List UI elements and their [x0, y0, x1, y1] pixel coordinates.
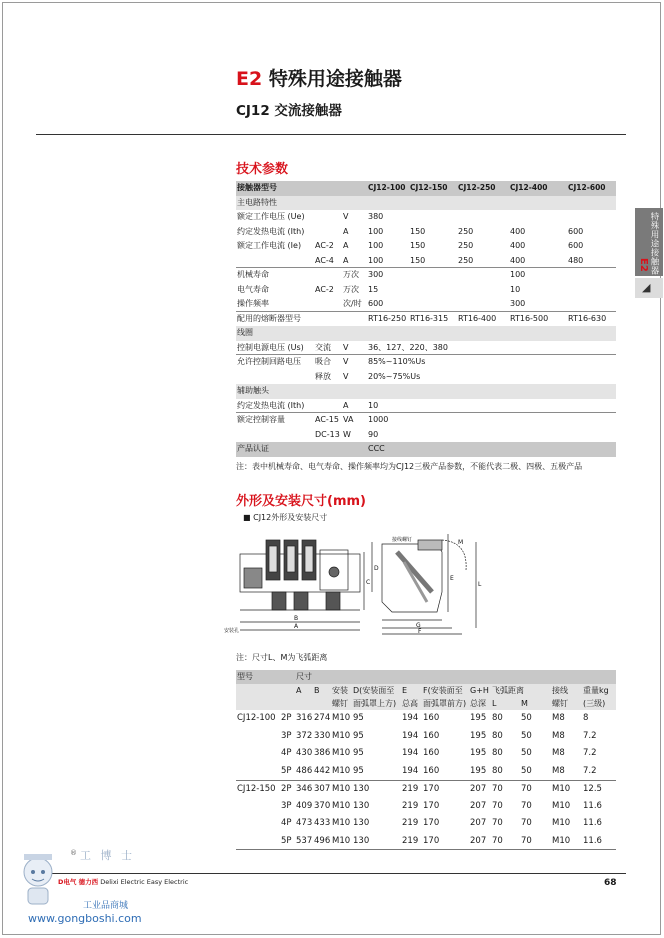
- dim-row: [236, 710, 616, 728]
- side-tab-label: 特殊用途接触器: [649, 212, 659, 275]
- dim-label-a: A: [294, 623, 299, 630]
- spec-section-title: 技术参数: [236, 162, 289, 177]
- dim-cell: 95: [353, 713, 364, 723]
- bookmark-icon: ◢: [642, 281, 651, 294]
- spec-note: 注：表中机械寿命、电气寿命、操作频率均为CJ12三极产品参数，不能代表二极、四极、五极产品: [236, 462, 583, 471]
- dimension-note: 注：尺寸L、M为飞弧距离: [236, 653, 328, 662]
- dim-cell: 496: [314, 835, 331, 846]
- spec-header-model: CJ12-100: [368, 183, 406, 192]
- dim-cell: 飞弧距离: [492, 686, 524, 695]
- spec-cell: 150: [410, 255, 426, 265]
- label-wiring-screw: 接线螺钉: [392, 537, 413, 543]
- dim-cell: 207: [470, 784, 487, 794]
- dim-cell: 372: [296, 730, 313, 741]
- dim-header-row-2: [236, 684, 616, 697]
- dim-cell: 473: [296, 818, 313, 828]
- dim-cell: 130: [353, 800, 370, 811]
- dim-cell: M8: [552, 765, 565, 776]
- dim-cell: 486: [296, 765, 313, 776]
- dim-cell: 219: [402, 784, 419, 794]
- dim-cell: 面弧罩上方): [353, 699, 397, 708]
- spec-cell: 万次: [343, 284, 359, 294]
- spec-row: [236, 413, 616, 428]
- dim-cell: D(安装面至: [353, 686, 395, 695]
- side-tab-series: E2: [638, 258, 649, 272]
- dim-cell: 219: [402, 835, 419, 846]
- dim-cell: 160: [423, 713, 440, 723]
- dim-label-d: D: [374, 565, 379, 572]
- dim-cell: 170: [423, 800, 440, 811]
- dim-cell: 50: [521, 730, 532, 741]
- dim-cell: 130: [353, 835, 370, 846]
- dim-row: [236, 815, 616, 833]
- dim-cell: 170: [423, 835, 440, 846]
- dim-cell: 面弧罩前方): [423, 699, 467, 708]
- dim-cell: 12.5: [583, 784, 602, 794]
- spec-cell: 600: [568, 241, 584, 250]
- dim-cell: 346: [296, 784, 313, 794]
- dim-cell: 195: [470, 748, 487, 758]
- spec-header-model: CJ12-600: [568, 183, 606, 192]
- dim-cell: 70: [492, 784, 503, 794]
- spec-row: [236, 428, 616, 443]
- dim-cell: 160: [423, 765, 440, 776]
- dim-cell: 2P: [281, 713, 292, 723]
- spec-cell: A: [343, 400, 349, 410]
- spec-cell: 400: [510, 226, 526, 236]
- dim-cell: 160: [423, 748, 440, 758]
- spec-cell: 100: [368, 241, 384, 250]
- dim-cell: M10: [332, 765, 351, 776]
- dimension-section-title: 外形及安装尺寸(mm): [236, 494, 366, 509]
- dim-cell: 274: [314, 713, 331, 723]
- side-tab-bookmark[interactable]: [635, 278, 663, 298]
- dim-cell: 207: [470, 835, 487, 846]
- dim-label-g: G: [416, 622, 421, 629]
- spec-header-model: CJ12-400: [510, 183, 548, 192]
- spec-cell: 主电路特性: [237, 197, 277, 207]
- brand-footer: D电气 德力西 Delixi Electric Easy Electric: [58, 878, 189, 886]
- spec-cell: A: [343, 241, 349, 250]
- dim-cell: M8: [552, 730, 565, 741]
- spec-cell: 100: [368, 255, 384, 265]
- dim-cell: 80: [492, 748, 503, 758]
- dim-cell: 总深: [470, 699, 486, 708]
- spec-cell: 300: [510, 299, 526, 308]
- dim-cell: M10: [552, 835, 571, 846]
- page-number: 68: [604, 878, 617, 888]
- spec-cell: 10: [368, 400, 379, 410]
- dim-cell: M10: [332, 800, 351, 811]
- spec-cell: 约定发热电流 (Ith): [237, 400, 305, 410]
- spec-cell: 250: [458, 226, 474, 236]
- dim-cell: 11.6: [583, 818, 602, 828]
- spec-row: [236, 312, 616, 327]
- dim-cell: 7.2: [583, 765, 597, 776]
- spec-header-row: [236, 181, 616, 196]
- spec-row: [236, 210, 616, 225]
- footer-divider: [36, 873, 626, 874]
- spec-cell: AC-15: [315, 415, 339, 424]
- dim-cell: 3P: [281, 800, 292, 811]
- dim-cell: 330: [314, 730, 331, 741]
- watermark-mall: 工业品商城: [83, 901, 129, 911]
- dim-cell: M10: [552, 784, 571, 794]
- dim-cell: 537: [296, 835, 313, 846]
- dim-cell: 螺钉: [332, 699, 348, 708]
- spec-cell: AC-4: [315, 255, 334, 265]
- dim-cell: 50: [521, 713, 532, 723]
- spec-row: [236, 341, 616, 356]
- spec-cell: 1000: [368, 415, 389, 424]
- dim-cell: 430: [296, 748, 313, 758]
- dim-cell: A: [296, 686, 302, 695]
- dim-cell: 50: [521, 765, 532, 776]
- dim-cell: 307: [314, 784, 331, 794]
- dim-cell: 194: [402, 730, 419, 741]
- dim-cell: 370: [314, 800, 331, 811]
- spec-row: [236, 297, 616, 312]
- dim-cell: 11.6: [583, 800, 602, 811]
- spec-cell: 辅助触头: [237, 386, 269, 395]
- spec-cell: V: [343, 212, 349, 221]
- watermark-logo-text: 工 博 士: [80, 849, 135, 862]
- dim-cell: 7.2: [583, 730, 597, 741]
- dim-cell: M10: [332, 748, 351, 758]
- spec-cell: V: [343, 342, 349, 352]
- dim-cell: E: [402, 686, 408, 695]
- label-install-hole: 安装孔: [224, 628, 240, 634]
- spec-cell: VA: [343, 415, 354, 424]
- dim-cell: 70: [492, 800, 503, 811]
- dim-cell: 442: [314, 765, 331, 776]
- dim-cell: 195: [470, 765, 487, 776]
- dim-cell: 70: [492, 818, 503, 828]
- dim-cell: 重量kg: [583, 686, 609, 695]
- dim-cell: 219: [402, 800, 419, 811]
- dim-cell: 195: [470, 713, 487, 723]
- dim-cell: 尺寸: [296, 672, 312, 681]
- dim-cell: M10: [332, 730, 351, 741]
- spec-cell: RT16-315: [410, 313, 449, 323]
- dim-cell: 170: [423, 818, 440, 828]
- page-title: E2 特殊用途接触器: [236, 68, 402, 90]
- dim-row: [236, 780, 616, 798]
- spec-cell: 约定发热电流 (Ith): [237, 226, 305, 236]
- dim-cell: 95: [353, 730, 364, 741]
- dim-cell: (三级): [583, 699, 606, 708]
- spec-cell: 额定工作电压 (Ue): [237, 212, 305, 221]
- dim-cell: 80: [492, 730, 503, 741]
- dim-row: [236, 745, 616, 763]
- dim-cell: 7.2: [583, 748, 597, 758]
- spec-cell: 100: [368, 226, 384, 236]
- spec-cell: 配用的熔断器型号: [237, 313, 301, 323]
- dim-cell: CJ12-100: [237, 713, 276, 723]
- outline-drawing: [224, 522, 484, 644]
- spec-cell: 吸合: [315, 357, 331, 366]
- spec-header-model: CJ12-250: [458, 183, 496, 192]
- spec-cell: 控制电源电压 (Us): [237, 342, 304, 352]
- dim-cell: 11.6: [583, 835, 602, 846]
- dim-cell: 2P: [281, 784, 292, 794]
- spec-cell: 85%~110%Us: [368, 357, 426, 366]
- spec-cell: 250: [458, 255, 474, 265]
- dim-cell: 95: [353, 748, 364, 758]
- spec-cell: 交流: [315, 342, 331, 352]
- dim-cell: M: [521, 699, 528, 708]
- spec-cell: 300: [368, 270, 384, 279]
- spec-table: [236, 181, 616, 457]
- spec-cell: 额定工作电流 (Ie): [237, 241, 302, 250]
- dim-cell: 50: [521, 748, 532, 758]
- spec-section-row: [236, 384, 616, 399]
- spec-cell: V: [343, 371, 349, 381]
- dim-cell: 386: [314, 748, 331, 758]
- figure-caption: ■ CJ12外形及安装尺寸: [243, 513, 328, 522]
- dim-label-m: M: [458, 539, 464, 546]
- dim-row: [236, 728, 616, 746]
- dim-cell: 70: [521, 784, 532, 794]
- dim-cell: 207: [470, 800, 487, 811]
- dim-cell: G+H: [470, 686, 489, 695]
- spec-cell: 400: [510, 255, 526, 265]
- spec-cell: 150: [410, 226, 426, 236]
- dim-row: [236, 763, 616, 781]
- dim-cell: 安装: [332, 686, 348, 695]
- spec-cell: RT16-630: [568, 313, 607, 323]
- dim-cell: 433: [314, 818, 331, 828]
- spec-cell: 480: [568, 255, 584, 265]
- dim-cell: 80: [492, 765, 503, 776]
- dim-cell: 总高: [402, 699, 418, 708]
- spec-row: [236, 442, 616, 457]
- spec-cell: CCC: [368, 444, 385, 453]
- dim-cell: CJ12-150: [237, 784, 276, 794]
- dim-cell: 219: [402, 818, 419, 828]
- watermark-registered: ®: [70, 849, 77, 857]
- dim-cell: B: [314, 686, 320, 695]
- dim-cell: 130: [353, 818, 370, 828]
- dim-row: [236, 798, 616, 816]
- dim-cell: M10: [552, 800, 571, 811]
- dim-cell: M10: [332, 835, 351, 846]
- dim-cell: M10: [552, 818, 571, 828]
- spec-cell: DC-13: [315, 429, 340, 439]
- dim-cell: 195: [470, 730, 487, 741]
- dim-cell: 160: [423, 730, 440, 741]
- dim-cell: 170: [423, 784, 440, 794]
- spec-cell: 100: [510, 270, 526, 279]
- spec-cell: 600: [368, 299, 384, 308]
- spec-header-model: CJ12-150: [410, 183, 448, 192]
- page-subtitle: CJ12 交流接触器: [236, 103, 342, 119]
- dim-header-row-1: [236, 670, 616, 684]
- dim-cell: 5P: [281, 765, 292, 776]
- dim-label-f: F: [418, 628, 422, 635]
- spec-row: [236, 370, 616, 385]
- dim-cell: 4P: [281, 748, 292, 758]
- spec-cell: 150: [410, 241, 426, 250]
- dim-cell: F(安装面至: [423, 686, 463, 695]
- dim-cell: M10: [332, 713, 351, 723]
- spec-cell: 10: [510, 284, 521, 294]
- dim-cell: 194: [402, 748, 419, 758]
- spec-cell: W: [343, 429, 351, 439]
- dim-cell: 型号: [237, 672, 253, 681]
- header-divider: [36, 134, 626, 135]
- spec-cell: 380: [368, 212, 384, 221]
- spec-row: [236, 399, 616, 414]
- spec-cell: AC-2: [315, 241, 334, 250]
- spec-cell: 额定控制容量: [237, 415, 285, 424]
- dim-cell: 4P: [281, 818, 292, 828]
- dimension-table: [236, 670, 616, 850]
- dim-label-b: B: [294, 615, 299, 622]
- spec-cell: 产品认证: [237, 444, 269, 453]
- spec-cell: 600: [568, 226, 584, 236]
- dim-cell: 70: [492, 835, 503, 846]
- dim-label-e: E: [450, 575, 454, 582]
- spec-cell: A: [343, 226, 349, 236]
- dim-cell: 316: [296, 713, 313, 723]
- dim-row: [236, 833, 616, 851]
- spec-row: [236, 225, 616, 240]
- spec-cell: A: [343, 255, 349, 265]
- dim-cell: 3P: [281, 730, 292, 741]
- side-tab-section[interactable]: [635, 208, 663, 276]
- spec-cell: 90: [368, 429, 379, 439]
- dim-cell: L: [492, 699, 497, 708]
- spec-cell: 250: [458, 241, 474, 250]
- dim-cell: M10: [332, 784, 351, 794]
- spec-cell: 电气寿命: [237, 284, 269, 294]
- spec-row: [236, 239, 616, 254]
- spec-cell: 线圈: [237, 328, 253, 337]
- spec-row: [236, 283, 616, 298]
- dim-cell: 194: [402, 713, 419, 723]
- dim-cell: 70: [521, 800, 532, 811]
- dim-label-c: C: [366, 579, 371, 586]
- dim-cell: 409: [296, 800, 313, 811]
- spec-cell: V: [343, 357, 349, 366]
- spec-cell: 36、127、220、380: [368, 342, 448, 352]
- spec-cell: 允许控制回路电压: [237, 357, 301, 366]
- spec-cell: AC-2: [315, 284, 334, 294]
- spec-cell: 20%~75%Us: [368, 371, 421, 381]
- dim-cell: 130: [353, 784, 370, 794]
- dim-cell: 95: [353, 765, 364, 776]
- dim-cell: 70: [521, 818, 532, 828]
- dim-cell: 207: [470, 818, 487, 828]
- spec-cell: 操作频率: [237, 299, 269, 308]
- spec-cell: RT16-250: [368, 313, 407, 323]
- dim-cell: M8: [552, 713, 565, 723]
- spec-row: [236, 254, 616, 269]
- spec-row: [236, 268, 616, 283]
- watermark-mascot-icon: [16, 848, 64, 910]
- dim-cell: 5P: [281, 835, 292, 846]
- spec-row: [236, 355, 616, 370]
- dim-cell: 接线: [552, 686, 568, 695]
- dim-cell: 螺钉: [552, 699, 568, 708]
- dim-cell: 70: [521, 835, 532, 846]
- spec-cell: RT16-500: [510, 313, 549, 323]
- spec-cell: 次/时: [343, 299, 362, 308]
- dim-cell: 8: [583, 713, 589, 723]
- dim-cell: M8: [552, 748, 565, 758]
- spec-section-row: [236, 196, 616, 211]
- spec-header-label: 接触器型号: [237, 183, 277, 192]
- spec-cell: 万次: [343, 270, 359, 279]
- spec-cell: 400: [510, 241, 526, 250]
- dim-cell: M10: [332, 818, 351, 828]
- dim-label-l: L: [478, 581, 482, 588]
- spec-cell: 机械寿命: [237, 270, 269, 279]
- spec-cell: 释放: [315, 371, 331, 381]
- dim-cell: 194: [402, 765, 419, 776]
- dim-cell: 80: [492, 713, 503, 723]
- dim-header-row-3: [236, 697, 616, 710]
- watermark-url: www.gongboshi.com: [28, 912, 142, 925]
- spec-cell: 15: [368, 284, 379, 294]
- spec-section-row: [236, 326, 616, 341]
- spec-cell: RT16-400: [458, 313, 497, 323]
